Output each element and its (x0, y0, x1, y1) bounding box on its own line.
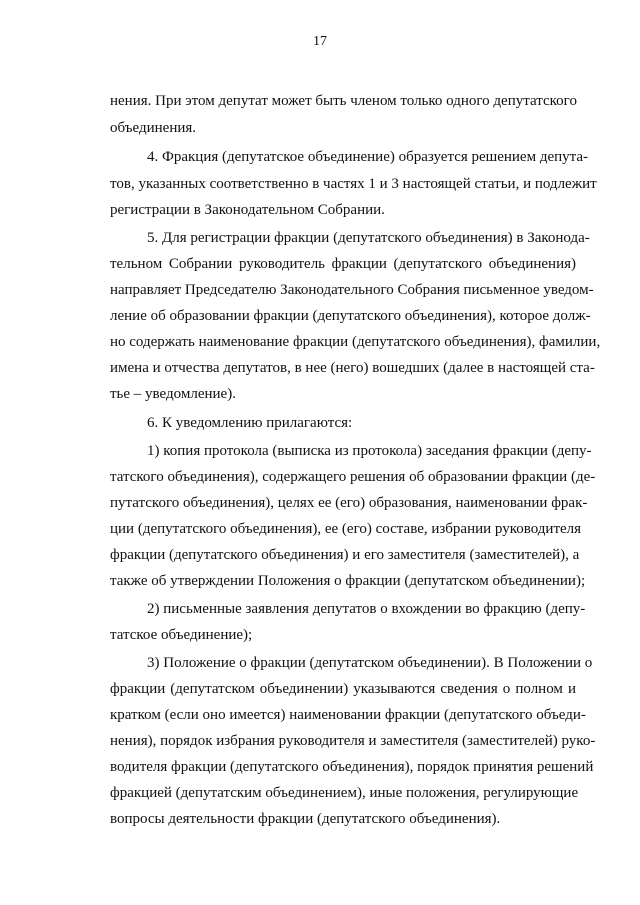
text-line: вопросы деятельности фракции (депутатского объединения). (110, 811, 501, 827)
text-line: 6. К уведомлению прилагаются: (147, 415, 353, 431)
text-line: тье – уведомление). (110, 386, 236, 402)
text-line: направляет Председателю Законодательного Собрания письменное уведом- (110, 282, 594, 298)
text-line: 5. Для регистрации фракции (депутатского объединения) в Законода- (147, 230, 590, 246)
text-line: кратком (если оно имеется) наименовании фракции (депутатского объеди- (110, 707, 586, 723)
text-line: нения), порядок избрания руководителя и заместителя (заместителей) руко- (110, 733, 596, 749)
text-line: нения. При этом депутат может быть членом только одного депутатского (110, 93, 577, 109)
text-line: фракции (депутатском объединении) указываются сведения о полном и (110, 681, 576, 697)
text-line: фракцией (депутатским объединением), иные положения, регулирующие (110, 785, 579, 801)
text-line: тельном Собрании руководитель фракции (депутатского объединения) (110, 256, 576, 272)
text-line: татского объединения), содержащего решения об образовании фракции (де- (110, 469, 596, 485)
text-line: объединения. (110, 120, 197, 136)
text-line: 2) письменные заявления депутатов о вхождении во фракцию (депу- (147, 601, 586, 617)
text-line: регистрации в Законодательном Собрании. (110, 202, 385, 218)
text-line: путатского объединения), целях ее (его) образования, наименовании фрак- (110, 495, 588, 511)
text-line: имена и отчества депутатов, в нее (него) вошедших (далее в настоящей ста- (110, 360, 595, 376)
text-line: но содержать наименование фракции (депутатского объединения), фамилии, (110, 334, 601, 350)
text-line: татское объединение); (110, 627, 253, 643)
text-line: фракции (депутатского объединения) и его заместителя (заместителей), а (110, 547, 580, 563)
text-line: также об утверждении Положения о фракции (депутатском объединении); (110, 573, 586, 589)
text-line: ление об образовании фракции (депутатского объединения), которое долж- (110, 308, 591, 324)
text-line: 3) Положение о фракции (депутатском объединении). В Положении о (147, 655, 593, 671)
text-line: тов, указанных соответственно в частях 1 и 3 настоящей статьи, и подлежит (110, 176, 597, 192)
page-number: 17 (313, 34, 327, 49)
text-line: водителя фракции (депутатского объединения), порядок принятия решений (110, 759, 594, 775)
text-line: ции (депутатского объединения), ее (его) составе, избрании руководителя (110, 521, 582, 537)
text-line: 1) копия протокола (выписка из протокола) заседания фракции (депу- (147, 443, 592, 459)
text-line: 4. Фракция (депутатское объединение) образуется решением депута- (147, 149, 589, 165)
